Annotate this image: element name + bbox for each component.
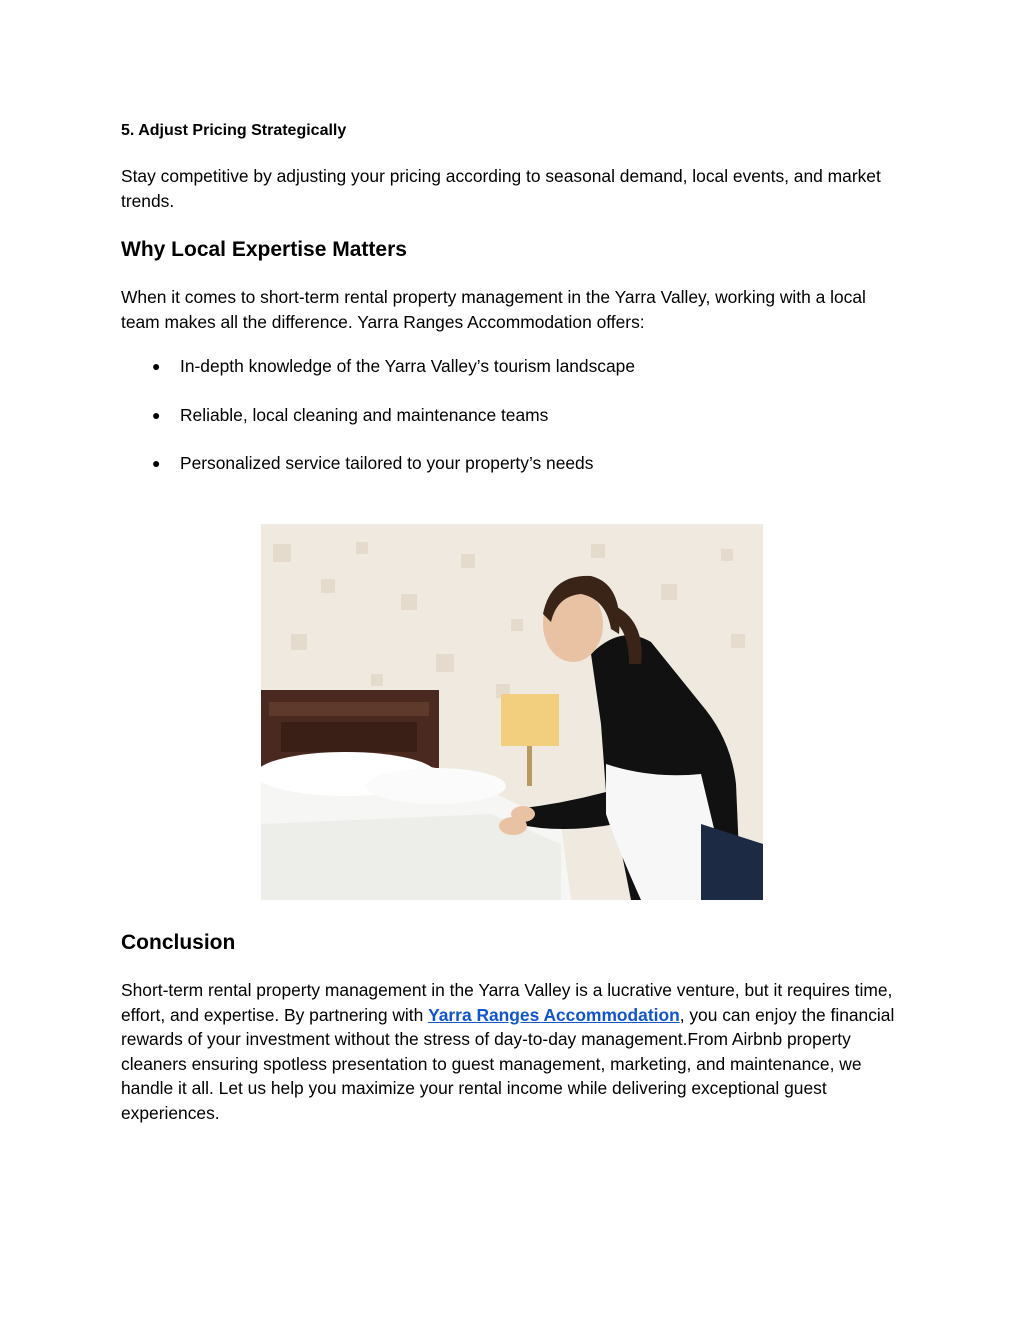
list-item bbox=[121, 354, 635, 378]
housekeeper-making-bed-photo bbox=[261, 524, 763, 900]
list-item bbox=[121, 403, 635, 427]
list-item bbox=[121, 451, 635, 475]
bullet-icon: ● bbox=[152, 406, 161, 423]
list-item-text: In-depth knowledge of the Yarra Valley’s tourism landscape bbox=[180, 356, 635, 376]
bullet-icon: ● bbox=[152, 455, 161, 471]
paragraph-pricing: Stay competitive by adjusting your pricing according to seasonal demand, local events, and market trends. bbox=[121, 166, 881, 211]
list-item-text: Reliable, local cleaning and maintenance teams bbox=[180, 404, 549, 425]
section-heading-adjust-pricing: 5. Adjust Pricing Strategically bbox=[121, 122, 347, 139]
heading-local-expertise: Why Local Expertise Matters bbox=[121, 238, 407, 261]
conclusion-text-before-link: Short-term rental property management in the Yarra Valley is a lucrative venture, but it requires time, effort, and expertise. By partnering with bbox=[121, 980, 893, 1025]
paragraph-conclusion bbox=[121, 978, 901, 1125]
paragraph-local-intro: When it comes to short-term rental property management in the Yarra Valley, working with a local team makes all the difference. Yarra Ranges Accommodation offers: bbox=[121, 287, 866, 332]
yarra-ranges-accommodation-link[interactable]: Yarra Ranges Accommodation bbox=[428, 1004, 680, 1025]
heading-conclusion: Conclusion bbox=[121, 931, 236, 954]
bullet-list bbox=[121, 354, 635, 500]
bullet-icon: ● bbox=[152, 358, 161, 374]
conclusion-text-after-link: , you can enjoy the financial rewards of your investment without the stress of day-to-day management.From Airbnb property cleaners ensuring spotless presentation to guest management, marketing, and maintenance, we handle it all. Let us help you maximize your rental income while delivering exceptional guest experiences. bbox=[121, 1004, 895, 1123]
list-item-text: Personalized service tailored to your property’s needs bbox=[180, 453, 594, 473]
